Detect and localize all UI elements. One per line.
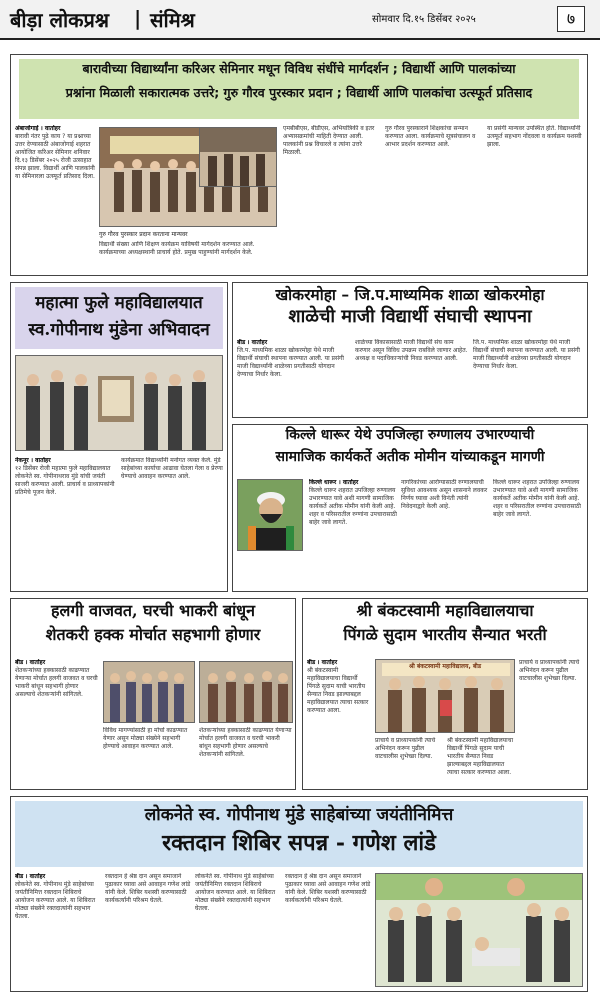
dateline: नेकनूर । वार्ताहर — [15, 457, 51, 464]
story-career-headline — [19, 59, 579, 119]
issue-date: सोमवार दि.१५ डिसेंबर २०२५ — [372, 14, 476, 25]
dateline: बीड । वार्ताहर — [237, 339, 268, 346]
story-body-column — [15, 659, 99, 787]
story-body-column — [15, 125, 95, 273]
body-text: किल्ले धारूर शहरात उपजिल्हा रुग्णालय उभारण्यात यावे अशी मागणी सामाजिक कार्यकर्ते अतीक मोमीन यांनी केली आहे. शहर व परिसरातील रुग्णांना उपचारासाठी बाहेर जावे लागते. — [493, 479, 581, 518]
body-text: शाळेच्या विकासासाठी माजी विद्यार्थी संघ काम करणार असून विविध उपक्रम राबविले जाणार आहेत. अध्यक्ष व पदाधिकाऱ्यांची निवड करण्यात आली. — [355, 339, 468, 362]
story-blood-donation — [10, 796, 588, 992]
body-text: शेतकऱ्यांच्या हक्कासाठी काढण्यात येणाऱ्या मोर्चात हलगी वाजवत व घरची भाकरी बांधून सहभागी होणार असल्याचे शेतकऱ्यांनी सांगितले. — [199, 727, 292, 758]
blood-camp-graphic — [376, 874, 583, 987]
story-body-column — [283, 125, 379, 273]
headline-line: किल्ले धारूर येथे उपजिल्हा रुग्णालय उभारण्याची — [285, 427, 535, 443]
story-body-column — [121, 457, 223, 589]
story-hospital-demand — [232, 424, 588, 592]
section-name: संमिश्र — [150, 8, 195, 32]
body-text: श्री बंकटस्वामी महाविद्यालयाचा विद्यार्थी पिंगळे सुदाम याची भारतीय सैन्यात निवड झाल्याबद्दल महाविद्यालयात त्याचा सत्कार करण्यात आला. — [307, 667, 369, 714]
body-text: शेतकऱ्यांच्या हक्कासाठी काढण्यात येणाऱ्या मोर्चात हलगी वाजवत व घरची भाकरी बांधून सहभागी होणार असल्याचे शेतकऱ्यांनी सांगितले. — [15, 667, 98, 698]
body-text: १२ डिसेंबर रोजी महात्मा फुले महाविद्यालयात लोकनेते स्व. गोपीनाथराव मुंडे यांची जयंती साजरी करण्यात आली. प्राचार्य व प्राध्यापकांनी प्रतिमेचे पूजन केले. — [15, 465, 115, 496]
dateline: किल्ले धारूर । वार्ताहर — [309, 479, 359, 486]
story-body-column — [105, 873, 191, 989]
story-blood-headline — [15, 801, 583, 867]
story-body-column — [473, 339, 583, 415]
body-text: नागरिकांच्या आरोग्यासाठी रुग्णालयाची सुविधा आवश्यक असून शासनाने लवकर निर्णय घ्यावा अशी विनंती त्यांनी निवेदनाद्वारे केली आहे. — [401, 479, 488, 510]
headline-line: पिंगळे सुदाम भारतीय सैन्यात भरती — [343, 625, 547, 644]
story-hospital-headline — [237, 427, 583, 473]
page-number: ७ — [557, 6, 585, 32]
seminar-photo-stage — [199, 127, 277, 187]
body-text: जि.प. माध्यमिक शाळा खोकरमोहा येथे माजी विद्यार्थी संघाची स्थापना करण्यात आली. या प्रसंगी माजी विद्यार्थ्यांनी शाळेच्या प्रगतीसाठी योगदान देण्याचा निर्धार केला. — [473, 339, 580, 370]
dateline: बीड । वार्ताहर — [307, 659, 338, 666]
headline-line: स्व.गोपीनाथ मुंडेना अभिवादन — [28, 320, 210, 341]
body-text: या प्रसंगी मान्यवर उपस्थित होते. विद्यार्थ्यांनी उत्स्फूर्त सहभाग नोंदवला व कार्यक्रम यशस्वी झाला. — [487, 125, 582, 148]
headline-line: रक्तदान शिबिर सपन्न - गणेश लांडे — [162, 830, 436, 857]
story-body-column — [285, 873, 371, 989]
story-body-column — [103, 727, 195, 787]
story-farmers-headline — [15, 601, 291, 655]
story-body-column — [493, 479, 583, 589]
body-text: जि.प. माध्यमिक शाळा खोकरमोहा येथे माजी विद्यार्थी संघाची स्थापना करण्यात आली. या प्रसंगी माजी विद्यार्थ्यांनी शाळेच्या प्रगतीसाठी योगदान देण्याचा निर्धार केला. — [237, 347, 344, 378]
story-body-column — [309, 479, 397, 589]
body-text: लोकनेते स्व. गोपीनाथ मुंडे साहेबांच्या जयंतीनिमित्त रक्तदान शिबिराचे आयोजन करण्यात आले. या शिबिरात मोठ्या संख्येने रक्तदात्यांनी सहभाग घेतला. — [195, 873, 276, 912]
dateline: बीड । वार्ताहर — [15, 873, 46, 880]
story-alumni-headline — [237, 285, 583, 335]
story-body-column — [15, 873, 101, 989]
story-body-column — [519, 659, 585, 787]
headline-line: श्री बंकटस्वामी महाविद्यालयाचा — [356, 601, 534, 620]
story-phule-headline — [15, 287, 223, 349]
headline-line: लोकनेते स्व. गोपीनाथ मुंडे साहेबांच्या जयंतीनिमित्त — [144, 805, 454, 825]
photo-caption: गुरु गौरव पुरस्कार प्रदान करताना मान्यवर — [99, 231, 188, 238]
body-text: रक्तदान हे श्रेष्ठ दान असून समाजाने पुढाकार घ्यावा असे आवाहन गणेश लांडे यांनी केले. शिबिर यशस्वी करण्यासाठी कार्यकर्त्यांनी परिश्रम घेतले. — [105, 873, 191, 904]
story-phule-college — [10, 282, 228, 592]
story-body-column — [237, 339, 351, 415]
march-photo-graphic — [104, 662, 195, 723]
headline-line: हलगी वाजवत, घरची भाकरी बांधून — [51, 601, 255, 620]
story-career-seminar — [10, 54, 588, 276]
body-text: श्री बंकटस्वामी महाविद्यालयाचा विद्यार्थी पिंगळे सुदाम याची भारतीय सैन्यात निवड झाल्याबद्दल महाविद्यालयात त्याचा सत्कार करण्यात आला. — [447, 737, 514, 776]
headline-line: महात्मा फुले महाविद्यालयात — [35, 293, 203, 313]
story-body-column — [355, 339, 469, 415]
story-body-column — [99, 241, 277, 273]
banner-text: श्री बंकटस्वामी महाविद्यालय, बीड — [408, 663, 482, 670]
body-text: रक्तदान हे श्रेष्ठ दान असून समाजाने पुढाकार घ्यावा असे आवाहन गणेश लांडे यांनी केले. शिबिर यशस्वी करण्यासाठी कार्यकर्त्यांनी परिश्रम घेतले. — [285, 873, 371, 904]
paper-name: बीड़ा लोकप्रश्न — [10, 8, 110, 32]
body-text: विद्यार्थी संख्या आणि शिक्षण कार्यक्रम याविषयी मार्गदर्शन करण्यात आले. कार्यक्रमाच्या अध्यक्षस्थानी प्राचार्य होते. प्रमुख पाहुण्यांनी मार्गदर्शन केले. — [99, 241, 255, 256]
tribute-photo-graphic — [16, 356, 223, 451]
story-body-column — [447, 737, 515, 787]
body-text: कार्यक्रमात विद्यार्थ्यांनी मनोगत व्यक्त केले. मुंडे साहेबांच्या कार्याचा आढावा घेतला गेला व प्रेरणा घेण्याचे आवाहन करण्यात आले. — [121, 457, 223, 480]
march-photo — [103, 661, 195, 723]
story-body-column — [375, 737, 443, 787]
tribute-photo — [15, 355, 223, 451]
body-text: किल्ले धारूर शहरात उपजिल्हा रुग्णालय उभारण्यात यावे अशी मागणी सामाजिक कार्यकर्ते अतीक मोमीन यांनी केली आहे. शहर व परिसरातील रुग्णांना उपचारासाठी बाहेर जावे लागते. — [309, 487, 397, 526]
masthead — [0, 0, 600, 40]
body-text: गुरु गौरव पुरस्काराने शिक्षकांचा सन्मान करण्यात आला. कार्यक्रमाचे सूत्रसंचालन व आभार प्रदर्शन करण्यात आले. — [385, 125, 476, 148]
march-photo-2-graphic — [200, 662, 293, 723]
body-text: विविध मागण्यांसाठी हा मोर्चा काढण्यात येणार असून मोठ्या संख्येने सहभागी होण्याचे आवाहन करण्यात आले. — [103, 727, 188, 750]
story-body-column — [195, 873, 281, 989]
story-army-headline — [307, 601, 583, 655]
dateline: बीड । वार्ताहर — [15, 659, 46, 666]
dateline: अंबाजोगाई । वार्ताहर — [15, 125, 61, 132]
body-text: लोकनेते स्व. गोपीनाथ मुंडे साहेबांच्या जयंतीनिमित्त रक्तदान शिबिराचे आयोजन करण्यात आले. या शिबिरात मोठ्या संख्येने रक्तदात्यांनी सहभाग घेतला. — [15, 881, 96, 920]
headline-line: शेतकरी हक्क मोर्चात सहभागी होणार — [45, 625, 261, 644]
story-body-column — [401, 479, 489, 589]
blood-camp-photo — [375, 873, 583, 987]
body-text: प्राचार्य व प्राध्यापकांनी त्याचे अभिनंदन करून पुढील वाटचालीस शुभेच्छा दिल्या. — [519, 659, 580, 682]
story-body-column — [15, 457, 117, 589]
story-body-column — [199, 727, 293, 787]
march-photo-2 — [199, 661, 293, 723]
stage-photo-graphic — [200, 128, 277, 187]
body-text: प्राचार्य व प्राध्यापकांनी त्याचे अभिनंदन करून पुढील वाटचालीस शुभेच्छा दिल्या. — [375, 737, 436, 760]
portrait-graphic — [238, 480, 303, 551]
headline-line: खोकरमोहा – जि.प.माध्यमिक शाळा खोकरमोहा — [275, 285, 545, 304]
body-text: एमबीबीएस, बीडीएस, अभियांत्रिकी व इतर अभ्यासक्रमांची माहिती देण्यात आली. पालकांनी प्रश्न विचारले व त्यांना उत्तरे मिळाली. — [283, 125, 375, 156]
headline-line: प्रश्नांना मिळाली सकारात्मक उत्तरे; गुरु गौरव पुरस्कार प्रदान ; विद्यार्थी आणि पालकांचा उत्स्फूर्त प्रतिसाद — [65, 84, 533, 100]
headline-line: सामाजिक कार्यकर्ते अतीक मोमीन यांच्याकडून मागणी — [275, 448, 545, 465]
body-text: बारावी नंतर पुढे काय ? या प्रश्नाच्या उत्तर देण्यासाठी अंबाजोगाई शहरात आयोजित करिअर सेमिनार शनिवार दि.१३ डिसेंबर २०२५ रोजी उत्साहात संपन्न झाला. विद्यार्थी आणि पालकांनी या सेमिनारला उत्स्फूर्त प्रतिसाद दिला. — [15, 133, 95, 180]
story-body-column — [385, 125, 481, 273]
story-army-selection — [302, 598, 588, 790]
headline-line: बारावीच्या विद्यार्थ्यांना करिअर सेमिनार मधून विविध संधींचे मार्गदर्शन ; विद्यार्थी आणि पालकांच्या — [82, 61, 516, 76]
story-farmers-march — [10, 598, 296, 790]
story-body-column — [307, 659, 371, 787]
headline-line: शाळेची माजी विद्यार्थी संघाची स्थापना — [288, 306, 532, 328]
story-body-column — [487, 125, 583, 273]
header-separator: | — [134, 6, 142, 30]
portrait-photo — [237, 479, 303, 551]
story-alumni-association — [232, 282, 588, 418]
